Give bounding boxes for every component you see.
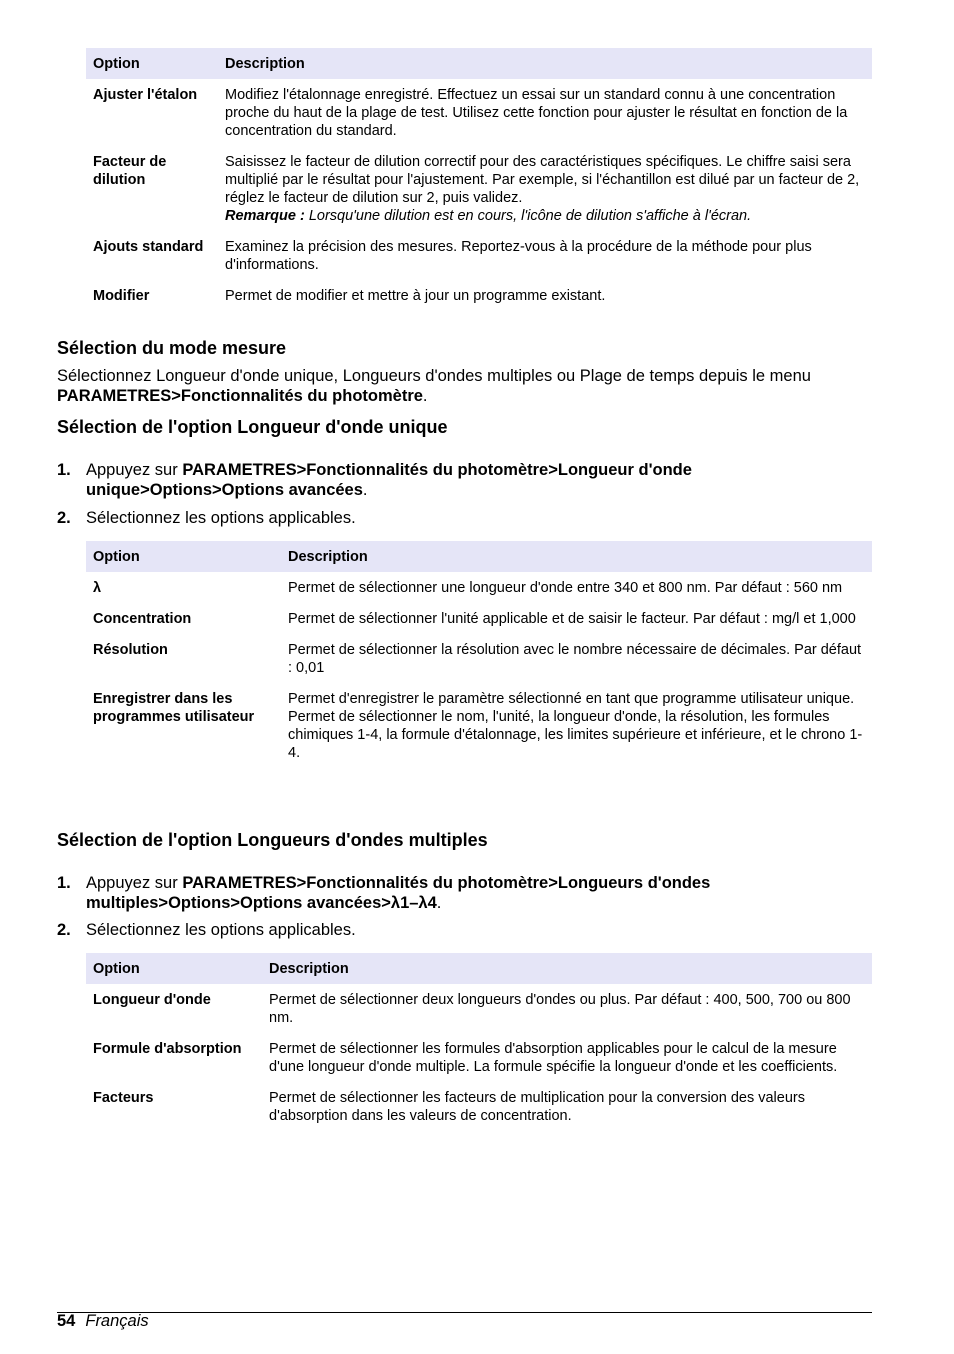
option-cell: λ: [93, 580, 102, 596]
table-row: [86, 984, 872, 1033]
step-item: [57, 920, 867, 940]
header-description: Description: [218, 48, 872, 79]
footer-divider: [57, 1312, 872, 1313]
menu-path: PARAMETRES>Fonctionnalités du photomètre>Longueur d'onde unique>Options>Options avancées: [86, 461, 692, 499]
table-row: [86, 1033, 872, 1082]
section-paragraph-mode: [57, 366, 867, 406]
option-cell: Résolution: [93, 642, 168, 658]
footer-language: Français: [85, 1312, 149, 1330]
description-cell: Examinez la précision des mesures. Reportez-vous à la procédure de la méthode pour plus d'informations.: [225, 239, 812, 273]
step-text: Appuyez sur: [86, 874, 183, 892]
description-cell: Permet de modifier et mettre à jour un programme existant.: [225, 288, 606, 304]
step-end: .: [362, 481, 368, 499]
option-cell: Ajuster l'étalon: [93, 87, 198, 103]
step-number: 2.: [57, 509, 71, 527]
page-footer: [57, 1312, 149, 1331]
option-cell: Facteurs: [93, 1090, 154, 1106]
description-cell: Permet de sélectionner deux longueurs d'ondes ou plus. Par défaut : 400, 500, 700 ou 800 nm.: [269, 992, 851, 1026]
step-text: Sélectionnez les options applicables.: [86, 921, 356, 939]
description-cell: Permet de sélectionner les facteurs de multiplication pour la conversion des valeurs d'absorption dans les valeurs de concentration.: [269, 1090, 805, 1124]
section-heading-multi: Sélection de l'option Longueurs d'ondes multiples: [57, 830, 488, 850]
description-cell: Permet de sélectionner une longueur d'onde entre 340 et 800 nm. Par défaut : 560 nm: [288, 580, 843, 596]
table-row: [86, 1082, 872, 1131]
table-row: [86, 146, 872, 231]
option-cell: Enregistrer dans les programmes utilisateur: [93, 691, 255, 725]
description-cell: Permet de sélectionner la résolution avec le nombre nécessaire de décimales. Par défaut : 0,01: [288, 642, 862, 676]
description-cell: Modifiez l'étalonnage enregistré. Effectuez un essai sur un standard connu à une concentration proche du haut de la plage de test. Utilisez cette fonction pour ajuster le résultat en fonction de la concentration du standard.: [225, 87, 848, 139]
header-option: Option: [86, 953, 262, 984]
table-row: [86, 603, 872, 634]
option-cell: Longueur d'onde: [93, 992, 211, 1008]
header-description: Description: [281, 541, 872, 572]
options-table-3: [86, 953, 872, 1131]
table-header-row: [86, 541, 872, 572]
option-cell: Modifier: [93, 288, 150, 304]
step-number: 1.: [57, 461, 71, 479]
table-header-row: [86, 953, 872, 984]
table-row: [86, 683, 872, 768]
description-cell: Permet de sélectionner les formules d'absorption applicables pour le calcul de la mesure d'une longueur d'onde multiple. La formule spécifie la longueur d'onde et les coefficients.: [269, 1041, 838, 1075]
step-item: [57, 460, 867, 500]
section-heading-single: Sélection de l'option Longueur d'onde unique: [57, 417, 448, 437]
step-end: .: [436, 894, 442, 912]
description-cell: Permet de sélectionner l'unité applicable et de saisir le facteur. Par défaut : mg/l et 1,000: [288, 611, 856, 627]
option-cell: Concentration: [93, 611, 192, 627]
table-row: [86, 231, 872, 280]
table-row: [86, 572, 872, 603]
option-cell: Ajouts standard: [93, 239, 204, 255]
table-row: [86, 634, 872, 683]
option-cell: Formule d'absorption: [93, 1041, 242, 1057]
table-row: [86, 280, 872, 311]
note-text: Lorsqu'une dilution est en cours, l'icône de dilution s'affiche à l'écran.: [308, 208, 752, 224]
header-option: Option: [86, 541, 281, 572]
step-text: Sélectionnez les options applicables.: [86, 509, 356, 527]
options-table-1: [86, 48, 872, 311]
step-number: 2.: [57, 921, 71, 939]
menu-path: PARAMETRES>Fonctionnalités du photomètre>Longueurs d'ondes multiples>Options>Options avancées>λ1–λ4: [86, 874, 711, 912]
section-heading-mode: Sélection du mode mesure: [57, 338, 287, 358]
step-number: 1.: [57, 874, 71, 892]
description-text: Saisissez le facteur de dilution correctif pour des caractéristiques spécifiques. Le chiffre saisi sera multiplié par le résultat pour l'ajustement. Par exemple, si l'échantillon est dilué par un facteur de 2, réglez le facteur de dilution sur 2, puis validez.: [225, 154, 860, 206]
option-cell: Facteur de dilution: [93, 154, 167, 188]
step-item: [57, 873, 867, 913]
menu-path: PARAMETRES>Fonctionnalités du photomètre: [57, 387, 423, 405]
options-table-2: [86, 541, 872, 768]
page-number: 54: [57, 1312, 76, 1330]
table-header-row: [86, 48, 872, 79]
para-end: .: [422, 387, 428, 405]
description-cell: [218, 146, 872, 231]
step-text: Appuyez sur: [86, 461, 183, 479]
table-row: [86, 79, 872, 146]
para-text: Sélectionnez Longueur d'onde unique, Longueurs d'ondes multiples ou Plage de temps depuis le menu: [57, 367, 811, 385]
step-item: [57, 508, 867, 528]
header-description: Description: [262, 953, 872, 984]
note-label: Remarque :: [225, 208, 305, 224]
header-option: Option: [86, 48, 218, 79]
description-cell: Permet d'enregistrer le paramètre sélectionné en tant que programme utilisateur unique. Permet de sélectionner le nom, l'unité, la longueur d'onde, la résolution, les formules chimiques 1-4, la formule d'étalonnage, les limites supérieure et inférieure, et le chrono 1-4.: [288, 691, 863, 761]
